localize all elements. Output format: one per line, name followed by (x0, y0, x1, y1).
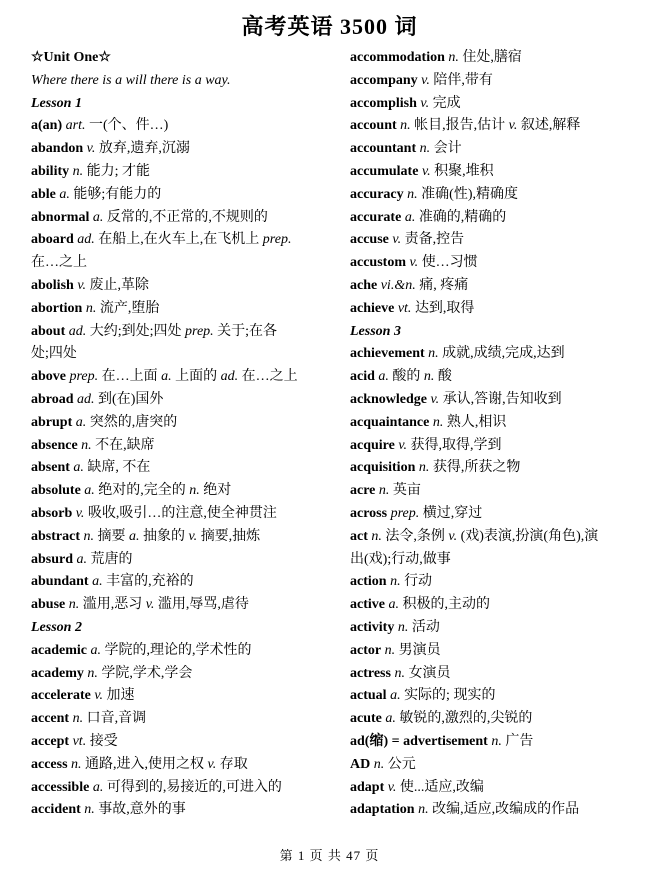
entry-word: accident (31, 802, 81, 818)
entry-definition: 使…习惯 (421, 255, 478, 271)
vocab-entry (350, 640, 650, 663)
vocab-entry (31, 571, 331, 594)
entry-word: activity (350, 619, 395, 635)
entry-definition: 在…上面 (101, 369, 158, 385)
entry-pos: v. (508, 118, 518, 134)
entry-pos: a. (75, 414, 87, 430)
vocab-entry (350, 435, 650, 458)
entry-definition: 酸的 (392, 369, 421, 385)
entry-pos: n. (394, 665, 405, 681)
entry-word: accelerate (31, 688, 91, 704)
entry-pos: n. (371, 528, 382, 544)
vocab-entry (31, 685, 331, 708)
entry-word: accommodation (350, 50, 445, 65)
entry-definition: 痛, 疼痛 (419, 277, 469, 293)
entry-word: accept (31, 733, 70, 749)
entry-word: aboard (31, 232, 74, 248)
entry-definition: 叙述,解释 (520, 118, 581, 134)
entry-word: acid (350, 369, 375, 385)
vocab-entry (31, 754, 331, 777)
entry-pos: vt. (397, 300, 412, 316)
vocab-entry (31, 549, 331, 572)
entry-definition: 口音,音调 (86, 711, 147, 727)
vocab-entry (31, 731, 331, 754)
entry-definition: 成就,成绩,完成,达到 (442, 346, 565, 362)
vocab-entry (31, 777, 331, 800)
entry-definition: 滥用,辱骂,虐待 (157, 597, 249, 613)
entry-definition: 准确(性),精确度 (421, 186, 518, 202)
vocab-entry (31, 115, 331, 138)
vocab-entry (31, 640, 331, 663)
entry-pos: v. (86, 141, 96, 157)
entry-pos: n. (378, 483, 390, 499)
vocab-entry (350, 526, 650, 549)
entry-definition: 突然的,唐突的 (89, 414, 178, 430)
entry-definition: 事故,意外的事 (98, 802, 186, 818)
entry-word: abortion (31, 300, 83, 316)
entry-definition: 抽象的 (143, 528, 185, 544)
entry-definition: 英亩 (392, 483, 421, 499)
vocab-entry (350, 731, 650, 754)
entry-word: actress (350, 665, 391, 681)
entry-definition: 滥用,恶习 (82, 597, 143, 613)
entry-pos: a. (378, 369, 389, 385)
entry-definition: 实际的; 现实的 (404, 688, 496, 704)
vocab-entry (350, 93, 650, 116)
entry-pos: v. (188, 528, 198, 544)
vocab-entry (350, 138, 650, 161)
entry-word: ad(缩) = advertisement (350, 733, 488, 749)
motto: Where there is a will there is a way. (31, 72, 231, 88)
entry-word: acquaintance (350, 414, 430, 430)
entry-pos: a. (129, 528, 140, 544)
vocab-entry (350, 115, 650, 138)
entry-pos: a. (385, 711, 396, 727)
entry-pos: v. (145, 597, 155, 613)
entry-continuation: 在…之上 (31, 255, 87, 271)
vocab-entry (350, 343, 650, 366)
vocab-entry (31, 389, 331, 412)
entry-pos: n. (423, 369, 435, 385)
vocab-entry (350, 503, 650, 526)
lesson-heading: Lesson 3 (350, 323, 401, 339)
vocab-entry (350, 571, 650, 594)
vocab-entry (31, 594, 331, 617)
entry-definition: 陪伴,带有 (433, 72, 493, 88)
page-title: 高考英语 3500 词 (241, 14, 418, 39)
entry-definition: 行动 (404, 574, 433, 590)
entry-word: absolute (31, 483, 81, 499)
entry-definition: 不在,缺席 (95, 437, 155, 453)
entry-definition: 准确的,精确的 (418, 209, 507, 225)
vocab-entry (350, 594, 650, 617)
entry-pos: n. (428, 346, 439, 362)
vocab-entry (350, 708, 650, 731)
entry-pos: v. (421, 163, 431, 179)
entry-pos: ad. (77, 391, 95, 407)
entry-word: absurd (31, 551, 74, 567)
entry-pos: n. (71, 756, 82, 772)
entry-pos: a. (161, 369, 172, 385)
entry-pos: n. (390, 574, 401, 590)
entry-pos: n. (397, 619, 409, 635)
entry-pos: n. (68, 597, 80, 613)
entry-definition: 能力; 才能 (86, 163, 151, 179)
vocab-entry (350, 754, 650, 777)
entry-pos: n. (189, 483, 200, 499)
vocab-entry (350, 685, 650, 708)
entry-pos: v. (392, 232, 402, 248)
entry-pos: n. (72, 711, 84, 727)
entry-pos: art. (65, 118, 86, 134)
vocab-entry (350, 275, 650, 298)
vocab-entry (350, 207, 650, 230)
entry-word: actual (350, 688, 387, 704)
entry-definition: 绝对 (203, 483, 232, 499)
right-column (350, 47, 650, 822)
vocab-entry (31, 412, 331, 435)
entry-definition: 学院,学术,学会 (101, 665, 193, 681)
entry-pos: a. (390, 688, 401, 704)
entry-word: actor (350, 642, 382, 658)
entry-pos: v. (207, 756, 217, 772)
vocab-entry (31, 366, 331, 389)
entry-pos: a. (90, 642, 101, 658)
entry-definition: 获得,所获之物 (432, 460, 521, 476)
vocab-entry (31, 275, 331, 298)
entry-definition: 绝对的,完全的 (98, 483, 186, 499)
vocab-entry (31, 435, 331, 458)
page-footer: 第 1 页 共 47 页 (279, 848, 380, 863)
entry-continuation: 处;四处 (31, 346, 77, 362)
entry-definition: 上面的 (175, 369, 218, 385)
vocab-entry (350, 252, 650, 275)
entry-definition: 丰富的,充裕的 (106, 574, 194, 590)
entry-definition: 能够;有能力的 (73, 186, 162, 202)
entry-definition: 吸收,吸引…的注意,使全神贯注 (87, 505, 277, 521)
entry-word: abolish (31, 277, 74, 293)
entry-word: abstract (31, 528, 80, 544)
entry-pos: n. (81, 437, 92, 453)
entry-definition: 一(个、件…) (88, 118, 169, 134)
entry-pos: n. (84, 802, 95, 818)
entry-word: adaptation (350, 802, 415, 818)
entry-pos: ad. (77, 232, 95, 248)
entry-definition: 住处,膳宿 (462, 50, 522, 65)
entry-word: absent (31, 460, 70, 476)
entry-definition: 使...适应,改编 (399, 779, 484, 795)
entry-definition: 加速 (106, 688, 135, 704)
entry-definition: 敏锐的,激烈的,尖锐的 (399, 711, 533, 727)
entry-word: academic (31, 642, 87, 658)
entry-word: accessible (31, 779, 90, 795)
entry-definition: 通路,进入,使用之权 (85, 756, 205, 772)
entry-definition: 关于;在各 (217, 323, 278, 339)
entry-word: accurate (350, 209, 402, 225)
entry-definition: 承认,答谢,告知收到 (442, 391, 562, 407)
vocab-entry (350, 617, 650, 640)
vocab-entry (31, 526, 331, 549)
entry-pos: n. (83, 528, 94, 544)
entry-word: acre (350, 483, 376, 499)
vocab-entry (31, 321, 331, 344)
entry-definition: 熟人,相识 (446, 414, 507, 430)
vocab-entry (31, 138, 331, 161)
entry-word: abuse (31, 597, 66, 613)
vocab-entry (350, 47, 650, 70)
entry-definition: 帐目,报告,估计 (414, 118, 506, 134)
entry-word: about (31, 323, 66, 339)
vocab-entry (31, 799, 331, 822)
entry-definition: 缺席, 不在 (87, 460, 151, 476)
entry-word: access (31, 756, 68, 772)
entry-definition: 女演员 (408, 665, 451, 681)
entry-definition: 责备,控告 (404, 232, 465, 248)
vocab-entry (350, 229, 650, 252)
entry-definition: 摘要 (97, 528, 126, 544)
entry-word: active (350, 597, 385, 613)
entry-definition: 流产,堕胎 (99, 300, 160, 316)
vocab-entry (31, 184, 331, 207)
entry-pos: v. (398, 437, 408, 453)
entry-definition: 到(在)国外 (98, 391, 164, 407)
entry-pos: vi.&n. (380, 277, 416, 293)
entry-word: ache (350, 277, 378, 293)
entry-definition: 学院的,理论的,学术性的 (104, 642, 252, 658)
entry-pos: a. (92, 779, 104, 795)
entry-pos: v. (430, 391, 440, 407)
entry-definition: 荒唐的 (90, 551, 133, 567)
entry-definition: 接受 (89, 733, 118, 749)
vocab-entry (31, 161, 331, 184)
vocab-entry (350, 663, 650, 686)
vocab-entry (31, 298, 331, 321)
entry-definition: 酸 (437, 369, 452, 385)
entry-word: a(an) (31, 118, 63, 134)
vocab-entry (31, 503, 331, 526)
entry-definition: 会计 (433, 141, 462, 157)
entry-word: act (350, 528, 368, 544)
entry-definition: 完成 (432, 95, 461, 111)
vocab-entry (350, 161, 650, 184)
entry-definition: 改编,适应,改编成的作品 (432, 802, 580, 818)
entry-pos: n. (384, 642, 396, 658)
vocab-entry (350, 412, 650, 435)
entry-pos: v. (75, 505, 85, 521)
entry-word: acquire (350, 437, 395, 453)
entry-word: adapt (350, 779, 385, 795)
entry-word: AD (350, 756, 371, 772)
entry-word: absence (31, 437, 78, 453)
entry-word: accuse (350, 232, 389, 248)
left-column (31, 47, 331, 822)
entry-continuation: 出(戏);行动,做事 (350, 551, 451, 567)
vocab-entry (31, 229, 331, 252)
vocab-entry (350, 298, 650, 321)
vocab-entry (31, 663, 331, 686)
entry-definition: 公元 (387, 756, 416, 772)
entry-word: accuracy (350, 186, 404, 202)
entry-pos: ad. (220, 369, 239, 385)
entry-pos: prep. (390, 505, 420, 521)
entry-definition: 男演员 (398, 642, 441, 658)
entry-pos: ad. (68, 323, 87, 339)
entry-word: accomplish (350, 95, 417, 111)
entry-word: abroad (31, 391, 74, 407)
entry-word: action (350, 574, 387, 590)
entry-pos: a. (92, 574, 103, 590)
entry-word: abnormal (31, 209, 90, 225)
entry-word: achieve (350, 300, 395, 316)
entry-word: accountant (350, 141, 417, 157)
entry-definition: 达到,取得 (414, 300, 475, 316)
entry-pos: prep. (262, 232, 292, 248)
entry-pos: n. (87, 665, 98, 681)
entry-definition: 获得,取得,学到 (410, 437, 502, 453)
entry-pos: prep. (185, 323, 214, 339)
entry-pos: a. (76, 551, 88, 567)
entry-pos: a. (84, 483, 95, 499)
entry-word: abundant (31, 574, 89, 590)
entry-pos: a. (388, 597, 399, 613)
entry-definition: 放弃,遗弃,沉溺 (98, 141, 190, 157)
entry-definition: 积聚,堆积 (434, 163, 494, 179)
entry-definition: 活动 (411, 619, 440, 635)
vocab-entry (350, 799, 650, 822)
entry-word: acknowledge (350, 391, 427, 407)
entry-pos: n. (491, 733, 502, 749)
vocab-entry (350, 366, 650, 389)
entry-word: accumulate (350, 163, 419, 179)
vocab-entry (350, 70, 650, 93)
vocab-entry (31, 708, 331, 731)
entry-pos: vt. (72, 733, 87, 749)
entry-pos: v. (448, 528, 458, 544)
entry-word: accompany (350, 72, 418, 88)
entry-definition: 积极的,主动的 (402, 597, 490, 613)
entry-pos: n. (373, 756, 385, 772)
entry-word: achievement (350, 346, 425, 362)
entry-word: abandon (31, 141, 84, 157)
entry-word: accent (31, 711, 70, 727)
entry-pos: a. (73, 460, 84, 476)
entry-word: acute (350, 711, 382, 727)
entry-word: above (31, 369, 66, 385)
entry-pos: n. (85, 300, 97, 316)
entry-word: accustom (350, 255, 406, 271)
entry-pos: n. (419, 141, 431, 157)
entry-definition: 可得到的,易接近的,可进入的 (106, 779, 282, 795)
entry-definition: 横过,穿过 (422, 505, 483, 521)
vocab-entry (350, 480, 650, 503)
entry-pos: n. (448, 50, 459, 65)
entry-pos: n. (418, 460, 430, 476)
vocab-entry (350, 389, 650, 412)
entry-pos: a. (92, 209, 104, 225)
entry-pos: n. (432, 414, 444, 430)
entry-word: across (350, 505, 388, 521)
entry-definition: 存取 (219, 756, 248, 772)
entry-pos: n. (407, 186, 418, 202)
unit-title: ☆Unit One☆ (31, 50, 111, 65)
lesson-heading: Lesson 2 (31, 619, 82, 635)
entry-definition: 摘要,抽炼 (200, 528, 261, 544)
entry-definition: (戏)表演,扮演(角色),演 (460, 528, 599, 544)
entry-definition: 法令,条例 (385, 528, 445, 544)
entry-pos: v. (421, 72, 430, 88)
entry-word: abrupt (31, 414, 73, 430)
entry-word: acquisition (350, 460, 416, 476)
entry-definition: 大约;到处;四处 (89, 323, 182, 339)
entry-pos: v. (387, 779, 397, 795)
entry-pos: v. (94, 688, 104, 704)
vocab-entry (31, 207, 331, 230)
entry-definition: 废止,革除 (89, 277, 149, 293)
entry-pos: a. (404, 209, 416, 225)
entry-pos: prep. (69, 369, 99, 385)
lesson-heading: Lesson 1 (31, 95, 82, 111)
vocab-entry (350, 457, 650, 480)
entry-pos: v. (77, 277, 86, 293)
entry-pos: n. (418, 802, 429, 818)
vocab-entry (31, 480, 331, 503)
entry-word: account (350, 118, 397, 134)
vocab-entry (31, 457, 331, 480)
entry-pos: v. (420, 95, 430, 111)
entry-pos: v. (409, 255, 419, 271)
entry-definition: 广告 (505, 733, 534, 749)
entry-definition: 在船上,在火车上,在飞机上 (98, 232, 260, 248)
entry-word: ability (31, 163, 70, 179)
entry-word: academy (31, 665, 84, 681)
entry-word: absorb (31, 505, 73, 521)
entry-definition: 在…之上 (241, 369, 298, 385)
entry-word: able (31, 186, 56, 202)
entry-pos: n. (72, 163, 84, 179)
entry-pos: n. (400, 118, 411, 134)
vocab-entry (350, 184, 650, 207)
entry-pos: a. (59, 186, 70, 202)
vocab-entry (350, 777, 650, 800)
entry-definition: 反常的,不正常的,不规则的 (106, 209, 268, 225)
